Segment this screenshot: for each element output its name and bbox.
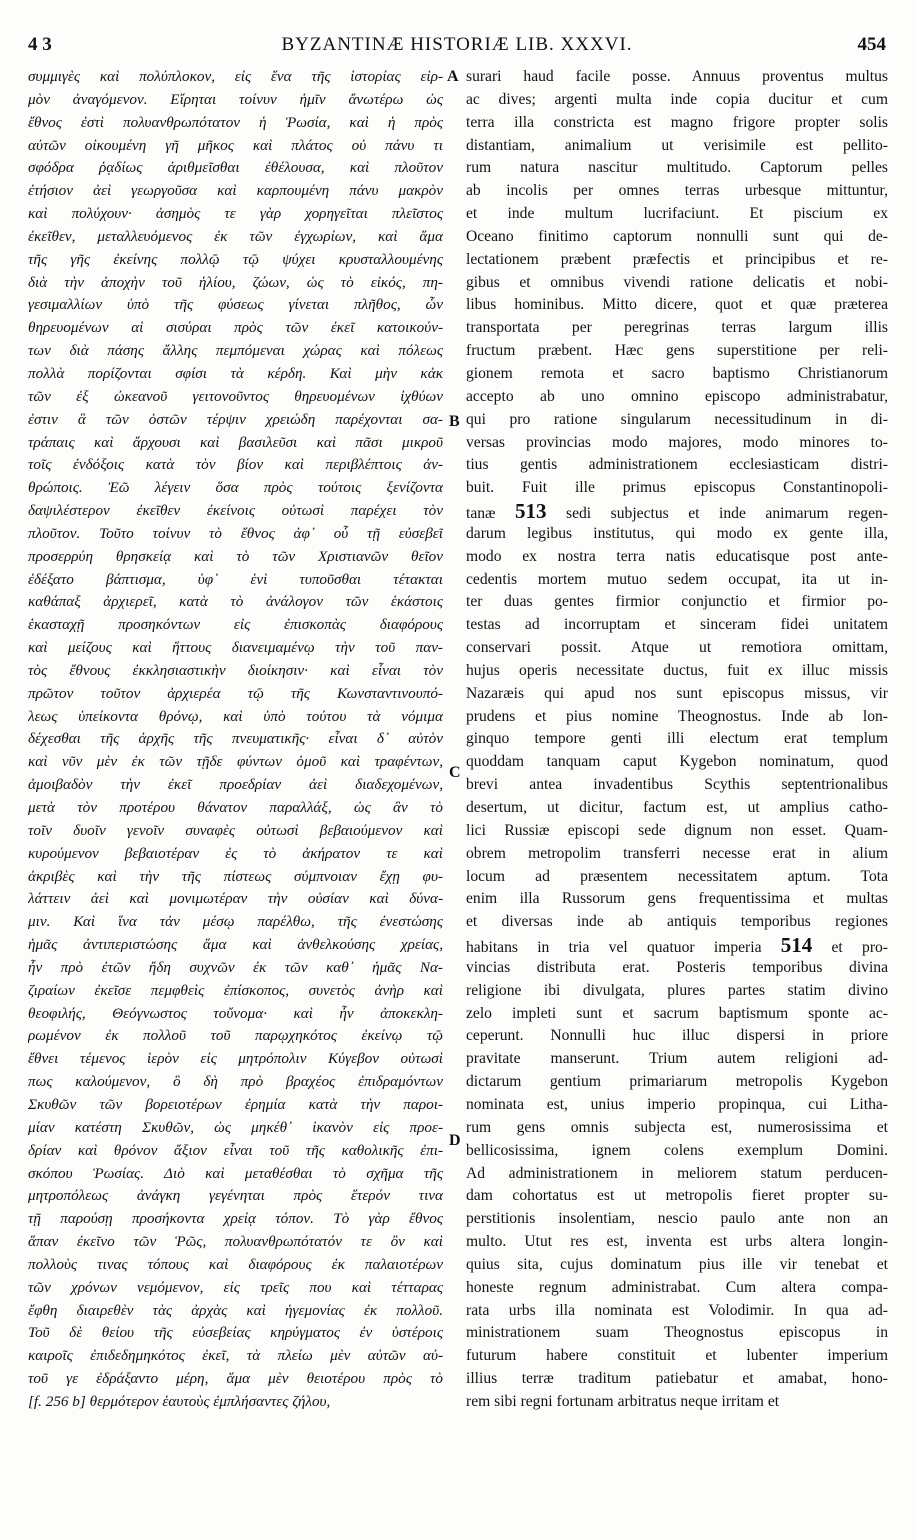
greek-text-line: ἑκασταχῇ προσηκόντων εἰς ἐπισκοπὰς διαφόρους xyxy=(28,616,443,634)
greek-text-line: καὶ μείζους καὶ ἥττους διανειμαμένῳ τὴν τοῦ παν- xyxy=(28,639,443,657)
page-number-left: 4 3 xyxy=(28,34,52,55)
latin-text-line: desertum, ut dicitur, factum est, ut amplius catho- xyxy=(466,799,888,816)
greek-text-line: ἀμοιβαδὸν τὴν ἐκεῖ προεδρίαν ἀεὶ διαδεχομένων, xyxy=(28,776,443,794)
latin-text-line: transportata per peregrinas terras largum illis xyxy=(466,319,888,337)
margin-letter-c: C xyxy=(449,764,461,781)
greek-text-line: θρώποις. Ἐῶ λέγειν ὅσα πρὸς τούτοις ξενίζοντα xyxy=(28,479,443,497)
greek-text-line: σκόπου Ῥωσίας. Διὸ καὶ μεταθέσθαι τὸ σχῆμα τῆς xyxy=(28,1164,443,1182)
latin-text-line: locum ad præsentem necessitatem aptum. Tota xyxy=(466,867,888,885)
latin-text-line: et inde multum lucrifaciunt. Et piscium ex xyxy=(466,205,888,223)
greek-text-line: τῶν χρόνων νεμόμενον, εἰς τρεῖς που καὶ τέτταρας xyxy=(28,1278,443,1296)
latin-text-line: ab incolis per omnes terras urbesque mittuntur, xyxy=(466,182,888,200)
greek-text-line: πολλὰ πορίζονται σφίσι τὰ κέρδη. Καὶ μὴν κἀκ xyxy=(28,364,443,382)
latin-text-line: surari haud facile posse. Annuus proventus multus xyxy=(466,68,888,85)
latin-text-line: ac dives; argenti multa inde copia ducitur et cum xyxy=(466,90,888,108)
greek-text-line: ἀκριβὲς καὶ τὴν τῆς πίστεως σύμπνοιαν ἔχῃ φυ- xyxy=(28,867,443,885)
latin-text-line: et diversas inde ab antiquis temporibus regiones xyxy=(466,913,888,931)
running-header xyxy=(28,30,886,64)
greek-text-line: κυρούμενον βεβαιοτέραν ἐς τὸ ἀκήρατον τε καὶ xyxy=(28,844,443,862)
greek-text-line: θηρευομένων αἱ σισύραι πρὸς τῶν ἐκεῖ κατοικούν- xyxy=(28,319,443,337)
greek-text-line: σφόδρα ῥᾳδίως ἀριθμεῖσθαι ἐθέλουσα, καὶ πλοῦτον xyxy=(28,159,443,177)
greek-text-line: [f. 256 b] θερμότερον ἑαυτοὺς ἐμπλήσαντες ζήλου, xyxy=(28,1392,331,1410)
greek-text-line: ἐτήσιον ἀεὶ γεωργοῦσα καὶ καρπουμένη πάνυ μακρὸν xyxy=(28,182,443,200)
latin-text-line: cedentis mortem mutuo sedem occupat, ita ut in- xyxy=(466,570,888,588)
latin-text-line: rum gens omnis subjecta est, numerosissima et xyxy=(466,1118,888,1136)
latin-text-line: zelo impleti sunt et sacrum baptismum sponte ac- xyxy=(466,1004,888,1022)
latin-text-line: lectationem præbent præfectis et principibus et re- xyxy=(466,250,888,268)
greek-text-line: πολλοὺς τινας τόπους καὶ διαφόρους ἐκ παλαιοτέρων xyxy=(28,1255,443,1273)
greek-text-line: δρίαν καὶ θρόνον ἄξιον εἶναι τοῦ τῆς καθολικῆς ἐπι- xyxy=(28,1141,443,1159)
greek-text-line: ἐδέξατο βάπτισμα, ὑφ᾽ ἑνὶ τυποῦσθαι τέτακται xyxy=(28,570,443,588)
latin-text-line: honeste regnum administrabat. Cum altera compa- xyxy=(466,1278,888,1296)
latin-text-line: ginquo tempore genti illi electum erat templum xyxy=(466,730,888,748)
latin-text-line: ministrationem suam Theognostus episcopus in xyxy=(466,1324,888,1342)
greek-text-line: ἡμᾶς ἀντιπεριστώσης ἅμα καὶ ἀνθελκούσης χρείας, xyxy=(28,936,443,954)
latin-text-line: prudens et pius nomine Theognostus. Inde ab lon- xyxy=(466,707,888,725)
latin-text-line: habitans in tria vel quatuor imperia 514 et pro- xyxy=(466,934,888,957)
greek-text-line: Σκυθῶν τῶν βορειοτέρων ἐρημία κατὰ τὴν παροι- xyxy=(28,1095,443,1113)
latin-text-line: gionem remota et sacro baptismo Christianorum xyxy=(466,364,888,382)
greek-text-line: διὰ τὴν ἀποχὴν τοῦ ἡλίου, ζώων, ὡς τὸ εἰκός, πη- xyxy=(28,273,443,291)
greek-text-line: τῇ παρούσῃ προσήκοντα χρείᾳ τόπον. Τὸ γὰρ ἔθνος xyxy=(28,1210,443,1228)
latin-text-line: bellicosissima, ignem colens exemplum Domini. xyxy=(466,1141,888,1159)
latin-text-line: dictarum gentium primariarum metropolis Kygebon xyxy=(466,1073,888,1091)
latin-text-line: illius terræ traditum patiebatur et amabat, hono- xyxy=(466,1370,888,1388)
latin-text-line: vincias distributa erat. Posteris temporibus divina xyxy=(466,958,888,976)
latin-text-line: ceperunt. Nonnulli huc illuc dispersi in priore xyxy=(466,1027,888,1045)
edition-page-marker: 514 xyxy=(780,934,813,957)
latin-text-line: distantiam, animalium ut verisimile est pellito- xyxy=(466,136,888,154)
latin-text-line: accepto ab uno omnino episcopo administrabatur, xyxy=(466,387,888,405)
greek-text-line: καὶ πολύχουν· ἀσημὸς τε γὰρ χορηγεῖται πλεῖστος xyxy=(28,205,443,223)
greek-text-line: ἔφθη διαιρεθὲν τὰς ἀρχὰς καὶ ἡγεμονίας ἐκ πολλοῦ. xyxy=(28,1301,443,1319)
latin-text-line: religione ibi divulgata, plures partes statim divino xyxy=(466,981,888,999)
greek-text-line: μητροπόλεως ἀνάγκη γεγένηται πρὸς ἕτερόν τινα xyxy=(28,1187,443,1205)
latin-text-line: nominata est, unius imperio propinqua, cui Litha- xyxy=(466,1095,888,1113)
page-number-right: 454 xyxy=(857,34,886,55)
latin-text-line: fructum præbent. Hæc gens superstitione per reli- xyxy=(466,342,888,360)
margin-letter-d: D xyxy=(449,1132,461,1149)
latin-text-line: Nazaræis qui apud nos sunt episcopus missus, vir xyxy=(466,684,888,702)
greek-text-column xyxy=(28,66,443,1414)
greek-text-line: πως καλούμενον, ὃ δὴ πρὸ βραχέος ἐπιδραμόντων xyxy=(28,1073,443,1091)
latin-text-line: multo. Utut res est, inventa est urbs altera longin- xyxy=(466,1233,888,1251)
latin-text-line: Ad administrationem in meliorem statum perducen- xyxy=(466,1164,888,1182)
greek-text-line: μιν. Καὶ ἵνα τἀν μέσῳ παρέλθω, τῆς ἐνεστώσης xyxy=(28,913,443,931)
greek-text-line: ἔθνει τέμενος ἱερὸν εἰς μητρόπολιν Κύγεβον οὐτωσὶ xyxy=(28,1050,443,1068)
latin-text-line: conservari possit. Atque ut remotiora omittam, xyxy=(466,639,888,657)
latin-text-line: terra illa constricta est magno frigore propter solis xyxy=(466,113,888,131)
latin-text-line: perstitionis insolentiam, nescio paulo ante non an xyxy=(466,1210,888,1228)
greek-text-line: μὸν ἀναγόμενον. Εἴρηται τοίνυν ἡμῖν ἄνωτέρω ὡς xyxy=(28,90,443,108)
greek-text-line: δαψιλέστερον ἐκεῖθεν ἐκείνοις οὐτωσὶ παρέχει τὸν xyxy=(28,502,443,520)
latin-text-column xyxy=(466,66,888,1414)
greek-text-line: τὸς ἔθνους ἐκκλησιαστικὴν διοίκησιν· καὶ εἶναι τὸν xyxy=(28,661,443,679)
greek-text-line: Τοῦ δὲ θείου τῆς εὐσεβείας κηρύγματος ἐν ὑστέροις xyxy=(28,1324,443,1342)
latin-text-line: hujus operis necessitate ductus, fuit ex illuc missis xyxy=(466,661,888,679)
greek-text-line: μίαν κατέστη Σκυθῶν, ὡς μηκέθ᾽ ἱκανὸν εἰς προε- xyxy=(28,1118,443,1136)
greek-text-line: ἐστιν ἃ τῶν ὀστῶν τέρψιν χρειώδη παρέχονται σα- xyxy=(28,410,443,428)
latin-text-line: futurum habere constituit et lubenter imperium xyxy=(466,1347,888,1365)
margin-letter-a: A xyxy=(447,68,459,85)
latin-text-line: quoddam tanquam caput Kygebon nominatum, quod xyxy=(466,753,888,771)
greek-text-line: μετὰ τὸν προτέρου θάνατον παραλλάξ, ὡς ἂν τὸ xyxy=(28,799,443,816)
latin-text-line: ter duas gentes firmior conjunctio et firmior po- xyxy=(466,593,888,611)
latin-text-line: versas provincias modo majores, modo minores to- xyxy=(466,433,888,451)
latin-text-line: enim illa Russorum gens frequentissima et multas xyxy=(466,890,888,908)
greek-text-line: ἦν πρὸ ἐτῶν ἤδη συχνῶν ἐκ τῶν καθ᾽ ἡμᾶς Να- xyxy=(28,958,443,976)
greek-text-line: θεοφιλής, Θεόγνωστος τοὔνομα· καὶ ἦν ἀποκεκλη- xyxy=(28,1004,443,1022)
greek-text-line: πλοῦτον. Τοῦτο τοίνυν τὸ ἔθνος ἀφ᾽ οὗ τῇ εὐσεβεῖ xyxy=(28,524,443,542)
latin-text-line: gibus et omnibus vivendi ratione delicatis et nobi- xyxy=(466,273,888,291)
greek-text-line: τράπαις καὶ ἄρχουσι καὶ βασιλεῦσι καὶ πᾶσι μικροῦ xyxy=(28,433,443,451)
greek-text-line: συμμιγὲς καὶ πολύπλοκον, εἰς ἕνα τῆς ἱστορίας εἱρ- xyxy=(28,68,443,85)
margin-letter-b: B xyxy=(449,413,460,430)
running-title: BYZANTINÆ HISTORIÆ LIB. XXXVI. xyxy=(281,34,633,55)
greek-text-line: λάττειν ἀεὶ καὶ μονιμωτέραν τὴν οὐσίαν καὶ δύνα- xyxy=(28,890,443,908)
greek-text-line: τῆς γῆς ἐκείνης πολλῷ τῷ ψύχει κρυσταλλουμένης xyxy=(28,250,443,268)
greek-text-line: ἐκεῖθεν, μεταλλευόμενος ἐκ τῶν ἐγχωρίων, καὶ ἅμα xyxy=(28,227,443,245)
greek-text-line: ἅπαν ἐκεῖνο τῶν Ῥῶς, πολυανθρωπότατόν τε ὂν καὶ xyxy=(28,1233,443,1251)
latin-text-line: dam cohortatus est ut metropolis fieret propter su- xyxy=(466,1187,888,1205)
greek-text-line: γεσιμαλλίων ὑπὸ τῆς φύσεως γίνεται πλῆθος, ὧν xyxy=(28,296,443,314)
greek-text-line: αὐτῶν οἰκουμένη γῆ μῆκος καὶ πλάτος οὐ πάνυ τι xyxy=(28,136,443,154)
latin-text-line: darum legibus institutus, qui modo ex gente illa, xyxy=(466,524,888,542)
latin-text-line: obrem metropolim transferri necesse erat in alium xyxy=(466,844,888,862)
greek-text-line: καιροῖς ἐπιδεδημηκότος ἐκεῖ, τὰ πλείω μὲν αὐτῶν αὐ- xyxy=(28,1347,443,1365)
edition-page-marker: 513 xyxy=(514,500,547,523)
latin-text-line: quius sita, cujus dominatum pius ille vir tenebat et xyxy=(466,1255,888,1273)
latin-text-line: modo ex nostra terra natis educatisque post ante- xyxy=(466,547,888,565)
greek-text-line: τοῖς ἐνδόξοις κατὰ τὸν βίον καὶ περιβλέπτοις ἀν- xyxy=(28,456,443,474)
greek-text-line: πρῶτον τοῦτον ἀρχιερέα τῷ τῆς Κωνσταντινουπό- xyxy=(28,684,443,702)
greek-text-line: προσερρύη θρησκείᾳ καὶ τὸ τῶν Χριστιανῶν θεῖον xyxy=(28,547,443,565)
greek-text-line: των διὰ πάσης ἄλλης πεμπόμεναι χώρας καὶ πόλεως xyxy=(28,342,443,360)
greek-text-line: ἔθνος ἐστὶ πολυανθρωπότατον ἡ Ῥωσία, καὶ ἡ πρὸς xyxy=(28,113,443,131)
greek-text-line: ζιραίων ἐκεῖσε πεμφθεὶς ἐπίσκοπος, συνετὸς ἀνὴρ καὶ xyxy=(28,981,443,999)
latin-text-line: Oceano finitimo captorum nonnulli sunt qui de- xyxy=(466,227,888,245)
latin-text-line: lici Russiæ episcopi sede dignum non esset. Quam- xyxy=(466,821,888,839)
greek-text-line: καθάπαξ ἀρχιερεῖ, κατὰ τὸ ἀνάλογον τῶν ἑκάστοις xyxy=(28,593,443,611)
latin-text-line: buit. Fuit ille primus episcopus Constantinopoli- xyxy=(466,479,888,497)
greek-text-line: λεως ὑπείκοντα θρόνῳ, καὶ ὑπὸ τούτου τὰ νόμιμα xyxy=(28,707,443,725)
latin-text-line: tanæ 513 sedi subjectus et inde animarum regen- xyxy=(466,500,888,523)
latin-text-line: brevi antea invadentibus Scythis septentrionalibus xyxy=(466,776,888,794)
latin-text-line: qui pro ratione singularum necessitudinum in di- xyxy=(466,410,888,428)
greek-text-line: ρωμένον ἐκ πολλοῦ τοῦ παρῳχηκότος ἐκείνῳ τῷ xyxy=(28,1027,443,1045)
greek-text-line: δέχεσθαι τῆς ἀρχῆς τῆς πνευματικῆς· εἶναι δ᾽ αὐτὸν xyxy=(28,730,443,748)
latin-text-line: libus hominibus. Mitto dicere, quot et quæ præterea xyxy=(466,296,888,314)
latin-text-line: pravitate manserunt. Trium autem religioni ad- xyxy=(466,1050,888,1068)
greek-text-line: τοῖν δυοῖν γενοῖν συναφὲς οὐτωσὶ βεβαιούμενον καὶ xyxy=(28,821,443,839)
greek-text-line: τοῦ γε ἐδράξαντο μέρη, ἅμα μὲν θειοτέρου πρὸς τὸ xyxy=(28,1370,443,1388)
latin-text-line: testas ad incorruptam et sinceram fidei unitatem xyxy=(466,616,888,634)
latin-text-line: rum natura nascitur multitudo. Captorum pelles xyxy=(466,159,888,177)
latin-text-line: rem sibi regni fortunam arbitratus neque irritam et xyxy=(466,1392,780,1410)
greek-text-line: καὶ νῦν μὲν ἐκ τῶν τῇδε φύντων ὁμοῦ καὶ τραφέντων, xyxy=(28,753,443,771)
latin-text-line: tius gentis administrationem ecclesiasticam distri- xyxy=(466,456,888,474)
latin-text-line: rata urbs illa nominata est Volodimir. In qua ad- xyxy=(466,1301,888,1319)
greek-text-line: τῶν ἐξ ὠκεανοῦ γειτονοῦντος θηρευομένων ἰχθύων xyxy=(28,387,443,405)
